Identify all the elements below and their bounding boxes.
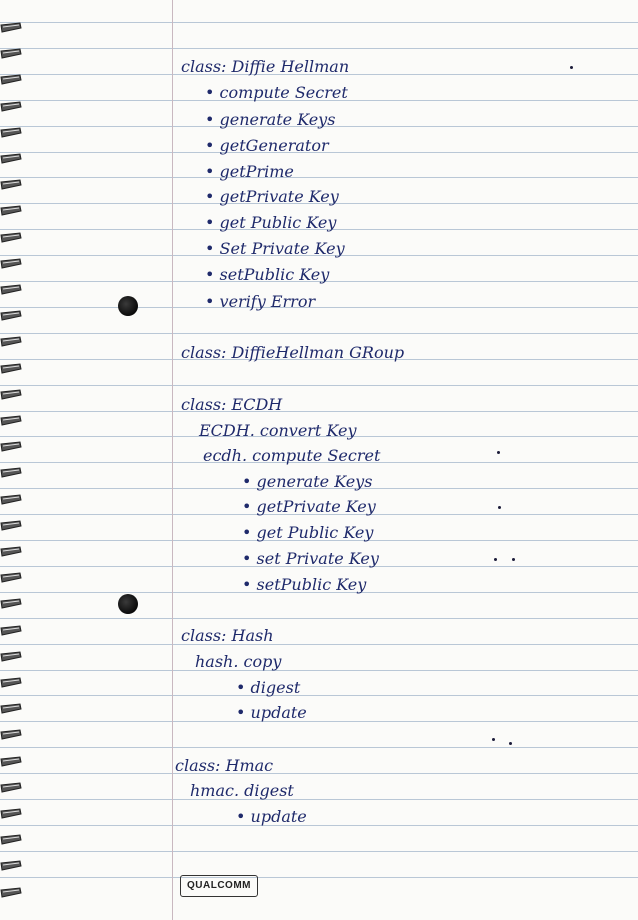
method-item: • set Private Key: [242, 549, 379, 569]
spiral-coil: [0, 258, 22, 270]
punch-hole: [118, 296, 138, 316]
method-item: • verify Error: [205, 292, 315, 312]
spiral-coil: [0, 834, 22, 846]
spiral-coil: [0, 467, 22, 479]
spiral-coil: [0, 363, 22, 375]
spiral-coil: [0, 520, 22, 532]
ink-speck: [509, 742, 512, 745]
spiral-coil: [0, 153, 22, 165]
spiral-coil: [0, 546, 22, 558]
method-item: • getPrime: [205, 162, 294, 182]
spiral-coil: [0, 310, 22, 322]
ruled-line: [0, 851, 638, 852]
spiral-coil: [0, 494, 22, 506]
spiral-coil: [0, 703, 22, 715]
spiral-coil: [0, 572, 22, 584]
method-item: • Set Private Key: [205, 239, 345, 259]
method-item: • get Public Key: [205, 213, 336, 233]
brand-logo: QUALCOMM: [180, 875, 258, 897]
method-item: • get Public Key: [242, 523, 373, 543]
ruled-line: [0, 747, 638, 748]
class-heading-diffiehellmangroup: class: DiffieHellman GRoup: [181, 343, 405, 362]
class-heading-hash: class: Hash: [181, 626, 274, 645]
spiral-coil: [0, 389, 22, 401]
ruled-line: [0, 670, 638, 671]
spiral-coil: [0, 48, 22, 60]
method-item: • getPrivate Key: [205, 187, 339, 207]
ruled-line: [0, 773, 638, 774]
class-heading-diffiehellman: class: Diffie Hellman: [181, 57, 350, 76]
method-item: • setPublic Key: [242, 575, 366, 595]
spiral-coil: [0, 598, 22, 610]
class-heading-ecdh: class: ECDH: [181, 395, 283, 414]
spiral-coil: [0, 415, 22, 427]
method-item: • generate Keys: [242, 472, 372, 492]
ruled-line: [0, 411, 638, 412]
spiral-coil: [0, 284, 22, 296]
spiral-coil: [0, 179, 22, 191]
spiral-coil: [0, 651, 22, 663]
method-item: • update: [236, 703, 307, 723]
punch-hole: [118, 594, 138, 614]
ruled-line: [0, 877, 638, 878]
ruled-line: [0, 22, 638, 23]
method-item: • update: [236, 807, 307, 827]
method-item: • digest: [236, 678, 300, 698]
ruled-line: [0, 333, 638, 334]
ink-speck: [512, 558, 515, 561]
spiral-coil: [0, 625, 22, 637]
ruled-line: [0, 618, 638, 619]
spiral-coil: [0, 782, 22, 794]
ink-speck: [498, 506, 501, 509]
spiral-binding: [0, 0, 24, 920]
static-method-line: ECDH. convert Key: [199, 421, 357, 440]
ruled-line: [0, 48, 638, 49]
ruled-line: [0, 177, 638, 178]
spiral-coil: [0, 756, 22, 768]
spiral-coil: [0, 74, 22, 86]
class-heading-hmac: class: Hmac: [175, 756, 274, 775]
margin-line: [172, 0, 173, 920]
spiral-coil: [0, 808, 22, 820]
spiral-coil: [0, 729, 22, 741]
ink-speck: [494, 558, 497, 561]
method-item: • compute Secret: [205, 83, 348, 103]
ruled-line: [0, 644, 638, 645]
method-item: • setPublic Key: [205, 265, 329, 285]
spiral-coil: [0, 677, 22, 689]
method-item: • getGenerator: [205, 136, 329, 156]
ruled-line: [0, 721, 638, 722]
spiral-coil: [0, 205, 22, 217]
method-line: hmac. digest: [190, 781, 294, 800]
spiral-coil: [0, 22, 22, 34]
ruled-line: [0, 695, 638, 696]
spiral-coil: [0, 127, 22, 139]
spiral-coil: [0, 887, 22, 899]
method-line: hash. copy: [195, 652, 282, 671]
spiral-coil: [0, 860, 22, 872]
ink-speck: [570, 66, 573, 69]
ruled-line: [0, 825, 638, 826]
spiral-coil: [0, 336, 22, 348]
method-line: ecdh. compute Secret: [203, 446, 381, 465]
spiral-coil: [0, 232, 22, 244]
ruled-line: [0, 307, 638, 308]
method-item: • getPrivate Key: [242, 497, 376, 517]
ink-speck: [492, 738, 495, 741]
ruled-line: [0, 799, 638, 800]
ink-speck: [497, 451, 500, 454]
spiral-coil: [0, 441, 22, 453]
method-item: • generate Keys: [205, 110, 335, 130]
ruled-line: [0, 385, 638, 386]
spiral-coil: [0, 101, 22, 113]
